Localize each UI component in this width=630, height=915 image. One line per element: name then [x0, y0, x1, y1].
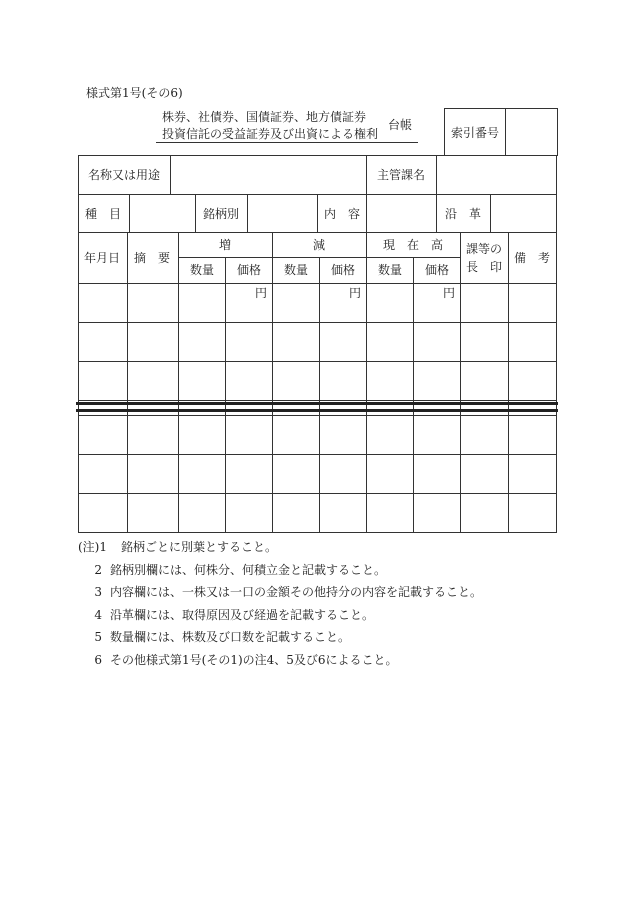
current-label: 現 在 高 — [382, 238, 444, 252]
note-item — [78, 581, 482, 604]
summary-label: 摘 要 — [133, 251, 171, 265]
note-text: 数量欄には、株数及び口数を記載すること。 — [110, 630, 351, 644]
chief-label-2: 長 印 — [465, 260, 503, 274]
notes-section — [78, 536, 482, 671]
remarks-label: 備 考 — [513, 251, 551, 265]
note-number: 2 — [94, 562, 102, 577]
increase-quantity-label: 数量 — [189, 263, 215, 277]
note-item — [78, 536, 482, 559]
note-number: 6 — [94, 652, 102, 667]
note-text: 沿革欄には、取得原因及び経過を記載すること。 — [110, 607, 375, 622]
increase-price-label: 価格 — [236, 263, 262, 277]
type-label: 種 目 — [84, 207, 122, 221]
chief-label-1: 課等の — [465, 242, 503, 256]
note-text: 銘柄別欄には、何株分、何積立金と記載すること。 — [110, 562, 387, 577]
decrease-yen-unit: 円 — [348, 286, 361, 300]
increase-label: 増 — [218, 238, 232, 252]
note-text: 銘柄ごとに別葉とすること。 — [121, 540, 278, 554]
title-line-1: 株券、社債券、国債証券、地方債証券 — [162, 110, 367, 124]
decrease-price-label: 価格 — [330, 263, 356, 277]
date-label: 年月日 — [83, 251, 121, 265]
note-text: 内容欄には、一株又は一口の金額その他持分の内容を記載すること。 — [110, 585, 483, 599]
form-number: 様式第1号(その6) — [86, 86, 183, 100]
section-separator-bottom — [76, 409, 558, 412]
note-number: 3 — [94, 585, 102, 599]
increase-yen-unit: 円 — [254, 286, 267, 300]
table-lines — [78, 155, 557, 533]
title-ledger: 台帳 — [388, 118, 413, 132]
note-number: 5 — [94, 630, 102, 644]
decrease-label: 減 — [312, 238, 326, 252]
title-line-2: 投資信託の受益証券及び出資による権利 — [162, 127, 379, 141]
current-quantity-label: 数量 — [377, 263, 403, 277]
note-item — [78, 649, 482, 672]
content-label: 内 容 — [323, 207, 361, 221]
note-item — [78, 626, 482, 649]
index-number-label: 索引番号 — [445, 109, 506, 155]
current-yen-unit: 円 — [442, 286, 455, 300]
note-number: 1 — [99, 540, 108, 554]
note-text: その他様式第1号(その1)の注4、5及び6によること。 — [110, 652, 398, 667]
note-item — [78, 559, 482, 582]
name-label: 名称又は用途 — [87, 168, 161, 182]
current-price-label: 価格 — [424, 263, 450, 277]
dept-label: 主管課名 — [376, 168, 426, 182]
notes-prefix: (注) — [78, 540, 100, 554]
section-separator-top — [76, 402, 558, 405]
note-number: 4 — [94, 607, 102, 622]
brand-label: 銘柄別 — [202, 207, 240, 221]
decrease-quantity-label: 数量 — [283, 263, 309, 277]
note-item — [78, 604, 482, 627]
history-label: 沿 革 — [444, 207, 482, 221]
